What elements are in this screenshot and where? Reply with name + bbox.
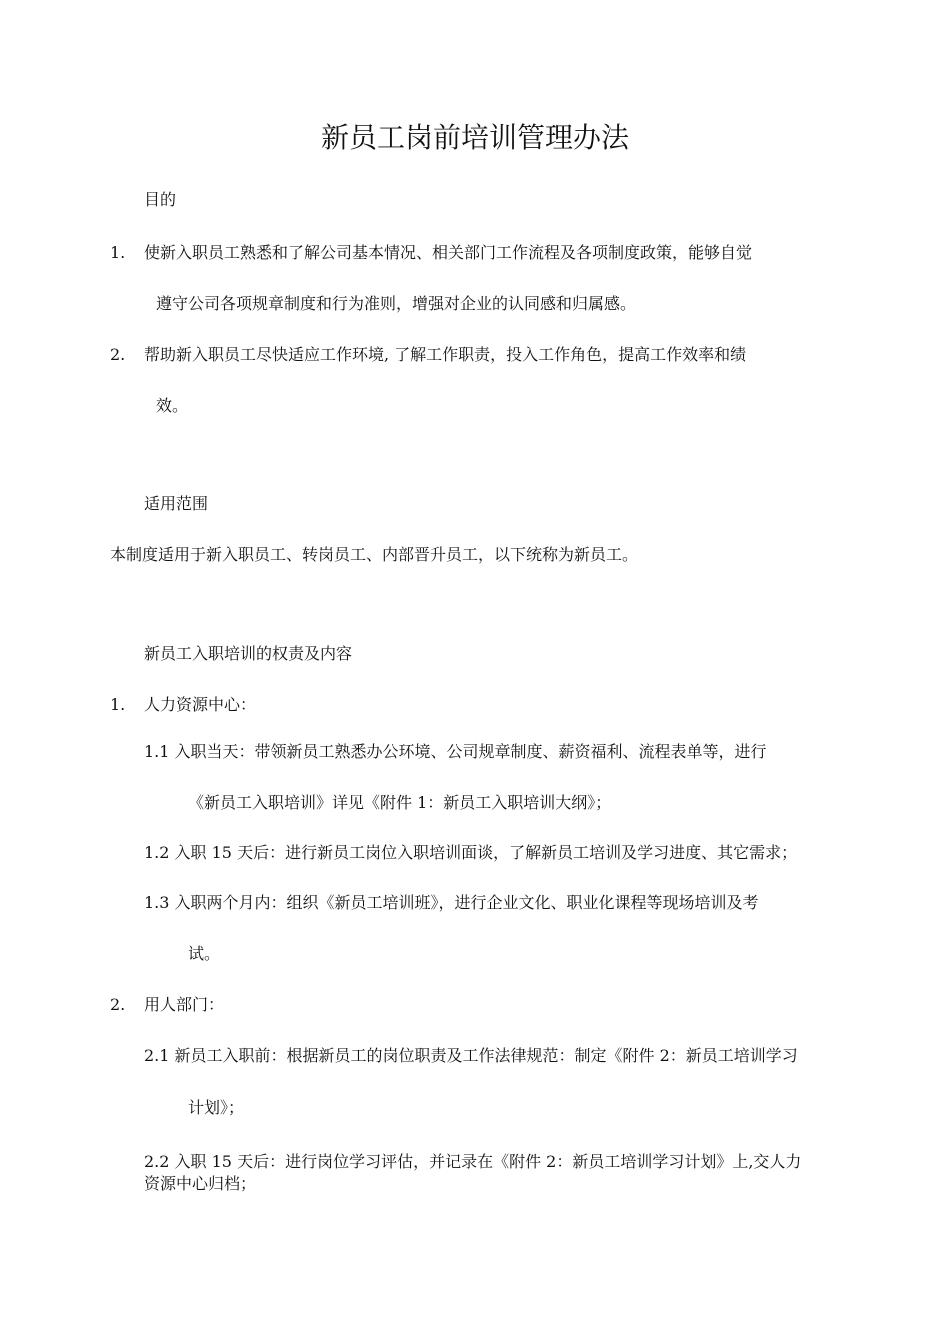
hr-sub-3-line-2: 试。 xyxy=(188,944,221,963)
purpose-item-2-line-2: 效。 xyxy=(156,396,189,415)
list-number: 1. xyxy=(110,695,126,714)
list-number: 1. xyxy=(110,243,126,262)
dept-sub-1-line-2: 计划》； xyxy=(188,1098,245,1117)
dept-sub-2-line-1: 2.2 入职 15 天后：进行岗位学习评估，并记录在《附件 2：新员工培训学习计划》上,交人力 xyxy=(144,1152,802,1171)
hr-sub-3-line-1: 1.3 入职两个月内：组织《新员工培训班》，进行企业文化、职业化课程等现场培训及考 xyxy=(144,893,759,912)
scope-text: 本制度适用于新入职员工、转岗员工、内部晋升员工，以下统称为新员工。 xyxy=(110,545,639,564)
document-title: 新员工岗前培训管理办法 xyxy=(320,121,629,154)
hr-sub-1-line-2: 《新员工入职培训》详见《附件 1：新员工入职培训大纲》； xyxy=(188,793,612,812)
hr-sub-1-line-1: 1.1 入职当天：带领新员工熟悉办公环境、公司规章制度、薪资福利、流程表单等，进行 xyxy=(144,742,767,761)
dept-sub-2-line-2: 资源中心归档； xyxy=(144,1174,257,1193)
list-number: 2. xyxy=(110,345,126,364)
hr-center-label: 人力资源中心： xyxy=(144,695,257,714)
purpose-item-1-line-2: 遵守公司各项规章制度和行为准则，增强对企业的认同感和归属感。 xyxy=(156,294,637,313)
section-heading-responsibilities: 新员工入职培训的权责及内容 xyxy=(144,644,353,663)
purpose-item-2-line-1: 帮助新入职员工尽快适应工作环境, 了解工作职责，投入工作角色，提高工作效率和绩 xyxy=(144,345,747,364)
section-heading-purpose: 目的 xyxy=(144,190,177,209)
section-heading-scope: 适用范围 xyxy=(144,494,209,513)
dept-label: 用人部门： xyxy=(144,995,225,1014)
dept-sub-1-line-1: 2.1 新员工入职前：根据新员工的岗位职责及工作法律规范：制定《附件 2：新员工培训学习 xyxy=(144,1046,798,1065)
list-number: 2. xyxy=(110,995,126,1014)
hr-sub-2-line-1: 1.2 入职 15 天后：进行新员工岗位入职培训面谈，了解新员工培训及学习进度、其它需求； xyxy=(144,843,798,862)
purpose-item-1-line-1: 使新入职员工熟悉和了解公司基本情况、相关部门工作流程及各项制度政策，能够自觉 xyxy=(144,243,753,262)
